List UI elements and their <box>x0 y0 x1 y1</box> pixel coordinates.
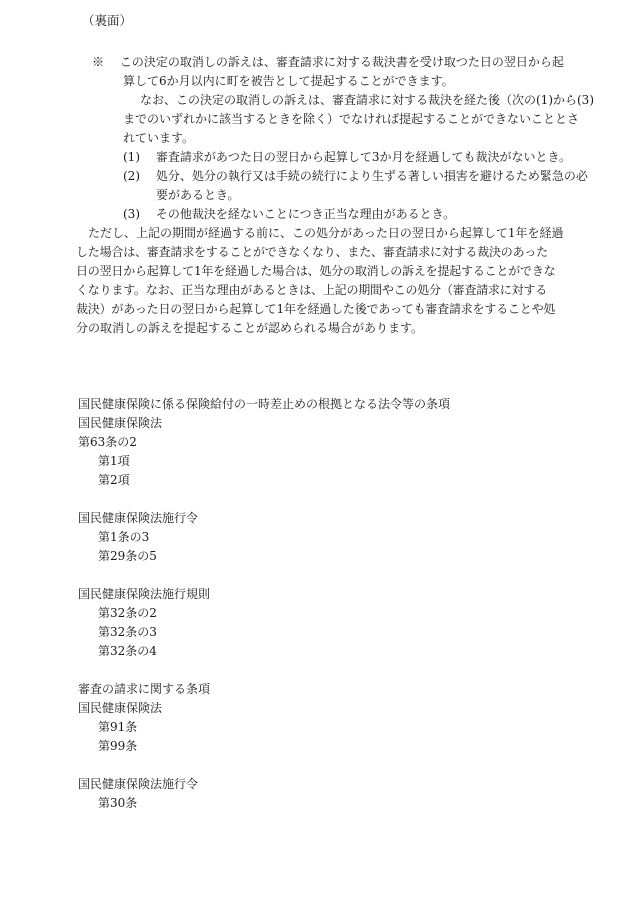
notice-line: までのいずれかに該当するときを除く）でなければ提起することができないこととさ <box>123 112 580 126</box>
law-item: 第99条 <box>98 739 138 753</box>
condition-item-2-cont: 要があるとき。 <box>156 188 240 202</box>
law-item: 第32条の2 <box>98 606 157 620</box>
proviso-line: くなります。なお、正当な理由があるときは、上記の期間やこの処分（審査請求に対する <box>76 283 548 297</box>
notice-line: れています。 <box>123 131 195 145</box>
condition-item-1: (1) 審査請求があつた日の翌日から起算して3か月を経過しても裁決がないとき。 <box>123 150 571 164</box>
notice-line: 算して6か月以内に町を被告として提起することができます。 <box>123 74 454 88</box>
law-item: 第91条 <box>98 720 138 734</box>
law-name: 国民健康保険法施行令 <box>78 511 199 525</box>
law-item: 第30条 <box>98 796 138 810</box>
proviso-line: 裁決）があった日の翌日から起算して1年を経過した後であっても審査請求をすることや処 <box>76 302 556 316</box>
notice-line: ※ この決定の取消しの訴えは、審査請求に対する裁決書を受け取つた日の翌日から起 <box>92 55 564 69</box>
section-title-suspension: 国民健康保険に係る保険給付の一時差止めの根拠となる法令等の条項 <box>78 397 451 411</box>
law-item: 第32条の4 <box>98 644 157 658</box>
proviso-line: した場合は、審査請求をすることができなくなり、また、審査請求に対する裁決のあった <box>76 245 548 259</box>
law-item: 第1項 <box>98 454 130 468</box>
notice-line: なお、この決定の取消しの訴えは、審査請求に対する裁決を経た後（次の(1)から(3) <box>140 93 594 107</box>
law-item: 第2項 <box>98 473 130 487</box>
condition-item-2: (2) 処分、処分の執行又は手続の続行により生ずる著しい損害を避けるため緊急の必 <box>123 169 588 183</box>
proviso-line: 分の取消しの訴えを提起することが認められる場合があります。 <box>76 321 424 335</box>
proviso-line: 日の翌日から起算して1年を経過した場合は、処分の取消しの訴えを提起することができな <box>76 264 556 278</box>
proviso-line: ただし、上記の期間が経過する前に、この処分があった日の翌日から起算して1年を経過 <box>88 226 564 240</box>
law-name: 国民健康保険法 <box>78 416 163 430</box>
legal-basis-list <box>78 395 450 813</box>
law-item: 第1条の3 <box>98 530 150 544</box>
law-item: 第29条の5 <box>98 549 157 563</box>
law-name: 国民健康保険法施行令 <box>78 777 199 791</box>
law-name: 国民健康保険法施行規則 <box>78 587 211 601</box>
appeal-notice <box>76 53 594 338</box>
law-item: 第32条の3 <box>98 625 157 639</box>
condition-item-3: (3) その他裁決を経ないことにつき正当な理由があるとき。 <box>123 207 456 221</box>
law-name: 国民健康保険法 <box>78 701 163 715</box>
law-article: 第63条の2 <box>78 435 137 449</box>
section-title-appeal: 審査の請求に関する条項 <box>78 682 211 696</box>
page-side-heading: （裏面） <box>82 13 133 28</box>
